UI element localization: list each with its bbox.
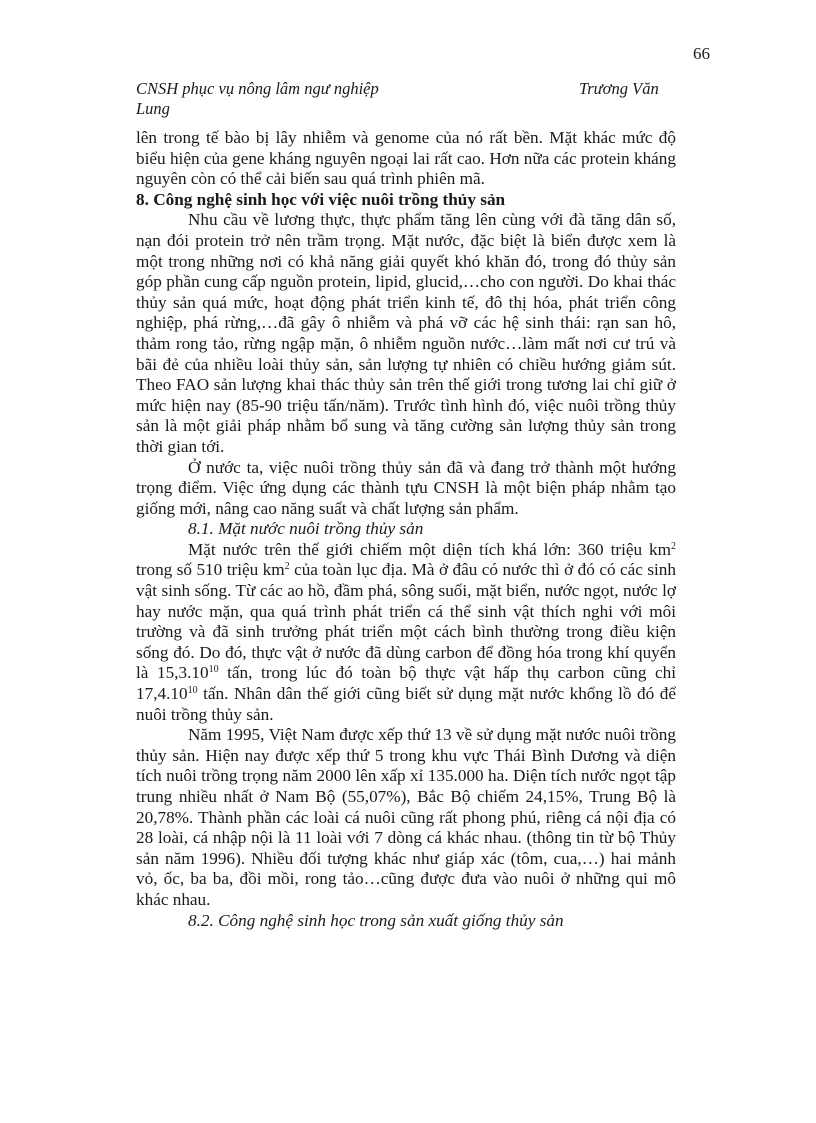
paragraph-continued: lên trong tế bào bị lây nhiễm và genome của nó rất bền. Mặt khác mức độ biểu hiện của gene kháng nguyên ngoại lai rất cao. Hơn nữa các protein kháng nguyên còn có thể cải biến sau quá trình phiên mã. [136,128,676,189]
superscript: 2 [671,540,676,552]
superscript: 2 [284,561,290,573]
paragraph-vietnam-aquaculture: Ở nước ta, việc nuôi trồng thủy sản đã và đang trở thành một hướng trọng điểm. Việc ứng dụng các thành tựu CNSH là một biện pháp nhằm tạo giống mới, nâng cao năng suất và chất lượng sản phẩm. [136,457,676,518]
paragraph-food-demand: Nhu cầu về lương thực, thực phẩm tăng lên cùng với đà tăng dân số, nạn đói protein trở nên trầm trọng. Mặt nước, đặc biệt là biển được xem là một trong những nơi có khả năng giải quyết khó khăn đó, trong đó thủy sản góp phần cung cấp nguồn protein, lipid, glucid,…cho con người. Do khai thác thủy sản quá mức, hoạt động phát triển kinh tế, đô thị hóa, phát triển công nghiệp, phá rừng,…đã gây ô nhiễm và phá vỡ các hệ sinh thái: rạn san hô, thảm rong tảo, rừng ngập mặn, ô nhiễm nguồn nước…làm mất nơi cư trú và bãi đẻ của nhiều loài thủy sản, sản lượng tự nhiên có chiều hướng giảm sút. Theo FAO sản lượng khai thác thủy sản trên thế giới trong tương lai chỉ giữ ở mức hiện nay (85-90 triệu tấn/năm). Trước tình hình đó, việc nuôi trồng thủy sản là một giải pháp nhằm bổ sung và tăng cường sản lượng thủy sản trong thời gian tới. [136,210,676,456]
text-segment: Mặt nước trên thế giới chiếm một diện tích khá lớn: 360 triệu km [188,539,671,559]
text-segment: của toàn lục địa. Mà ở đâu có nước thì ở đó có các sinh vật sinh sống. Từ các ao hồ, đầm phá, sông suối, mặt biển, nước ngọt, nước lợ hay nước mặn, qua quá trình phát triển cá thể sinh vật thích nghi với môi trường và đã sinh trưởng phát triển một cách bình thường trong điều kiện sống đó. Do đó, thực vật ở nước đã dùng carbon để đồng hóa trong khí quyển là 15,3.10 [136,560,676,683]
page-number: 66 [693,44,710,63]
paragraph-water-surface [136,540,676,725]
text-segment: tấn. Nhân dân thế giới cũng biết sử dụng mặt nước khổng lồ đó để nuôi trồng thủy sản. [136,684,676,724]
section-8-2-heading: 8.2. Công nghệ sinh học trong sản xuất giống thủy sản [188,910,564,930]
section-8-heading: 8. Công nghệ sinh học với việc nuôi trồng thủy sản [136,189,506,209]
text-segment: tấn, trong lúc đó toàn bộ thực vật hấp thụ carbon cũng chỉ 17,4.10 [136,663,676,704]
section-8-1-heading: 8.1. Mặt nước nuôi trồng thủy sản [188,519,424,539]
body-text [136,128,676,931]
header-book-title: CNSH phục vụ nông lâm ngư nghiệp [136,79,379,98]
paragraph-vietnam-ranking: Năm 1995, Việt Nam được xếp thứ 13 về sử dụng mặt nước nuôi trồng thủy sản. Hiện nay được xếp thứ 5 trong khu vực Thái Bình Dương và diện tích nuôi trồng trọng năm 2000 lên xấp xỉ 135.000 ha. Diện tích nước ngọt tập trung nhiều nhất ở Nam Bộ (55,07%), Bắc Bộ chiếm 24,15%, Trung Bộ là 20,78%. Thành phần các loài cá nuôi cũng rất phong phú, riêng cá nội địa có 28 loài, cá nhập nội là 11 loài với 7 dòng cá khác nhau. (thông tin từ bộ Thủy sản năm 1996). Nhiều đối tượng khác như giáp xác (tôm, cua,…) hai mảnh vỏ, ốc, ba ba, đồi mồi, rong tảo…cũng được đưa vào nuôi ở những qui mô khác nhau. [136,725,676,909]
superscript: 10 [187,685,198,697]
header-author: Trương Văn [579,79,659,98]
header-author-wrap: Lung [136,99,170,118]
text-segment: trong số 510 triệu km [136,560,285,580]
superscript: 10 [208,664,219,676]
